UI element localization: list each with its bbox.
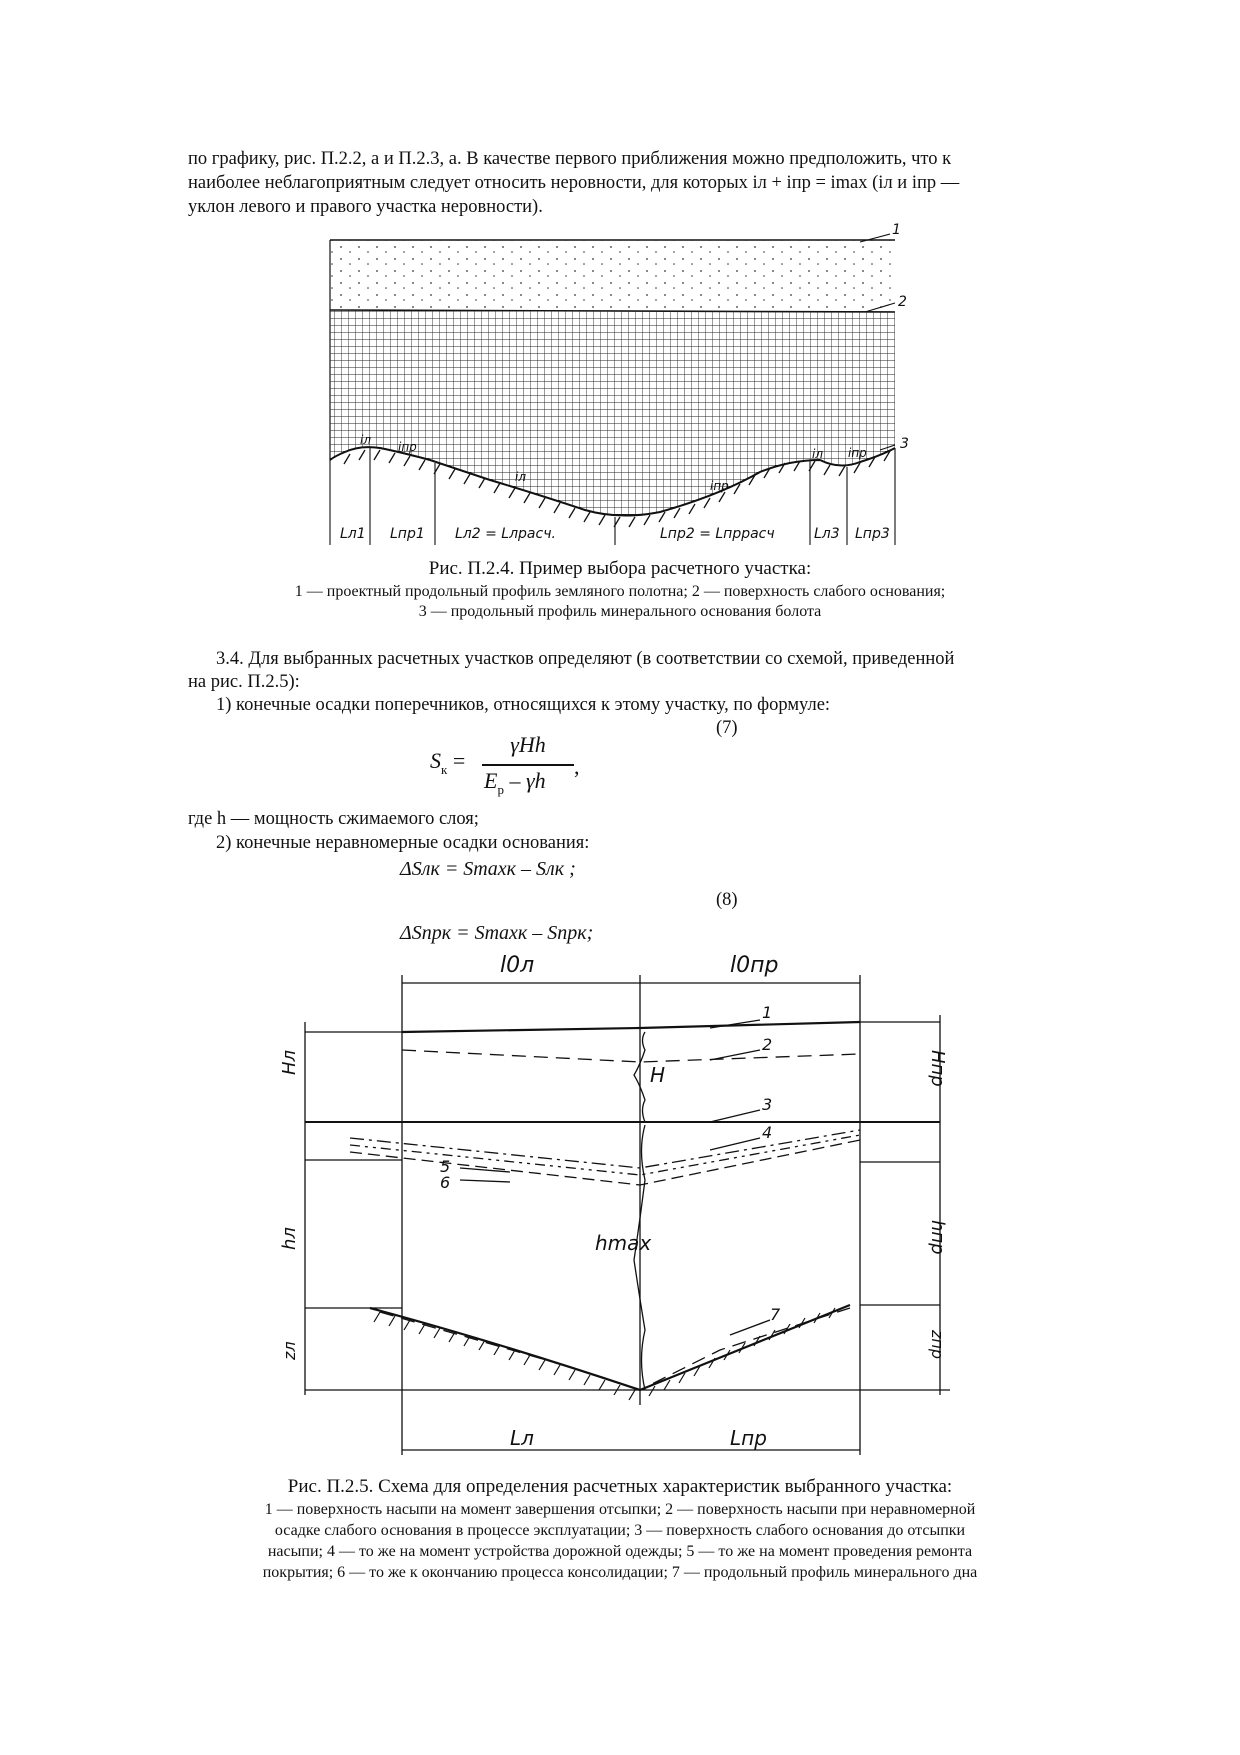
eq7-den-E: E bbox=[484, 768, 498, 793]
figure-p25-scheme bbox=[279, 950, 950, 1470]
eq8a: ΔSлк = Smaxк – Sлк ; bbox=[400, 858, 576, 880]
slope-l3: iл bbox=[812, 447, 824, 461]
slope-p3: iпр bbox=[848, 446, 867, 460]
label-Ll: Lл bbox=[510, 1426, 534, 1450]
label-n1: 1 bbox=[892, 222, 901, 238]
eq7-comma: , bbox=[574, 754, 580, 779]
figure-p24-profile bbox=[320, 220, 910, 550]
eq7-den-rest: – γh bbox=[503, 768, 546, 793]
eq8-number: (8) bbox=[716, 890, 738, 910]
eq7-lhs-sub: к bbox=[441, 762, 448, 777]
label-H: H bbox=[650, 1063, 666, 1087]
eq8b: ΔSпрк = Smaxк – Sпрк; bbox=[400, 922, 594, 944]
fig24-caption-title: Рис. П.2.4. Пример выбора расчетного участка: bbox=[428, 558, 812, 579]
label-zp: zпр bbox=[928, 1330, 947, 1360]
seg-p2: Lпр2 = Lпррасч bbox=[660, 526, 775, 542]
label-n4-25: 4 bbox=[762, 1123, 773, 1142]
label-n3: 3 bbox=[900, 436, 909, 452]
label-n2: 2 bbox=[898, 294, 907, 310]
fig24-caption-line2: 3 — продольный профиль минерального основания болота bbox=[418, 603, 822, 620]
eq7-lhs: S bbox=[430, 748, 441, 773]
label-zl: zл bbox=[280, 1341, 299, 1360]
label-hl: hл bbox=[279, 1227, 300, 1250]
formula-7: $S_к$ = bbox=[430, 748, 466, 777]
seg-l2: Lл2 = Lлрасч. bbox=[455, 526, 556, 542]
slope-l1: iл bbox=[360, 433, 372, 447]
label-n1-25: 1 bbox=[762, 1003, 773, 1022]
section-p2: 1) конечные осадки поперечников, относящихся к этому участку, по формуле: bbox=[216, 695, 831, 715]
label-hp: hпр bbox=[927, 1220, 948, 1255]
eq7-fraction-bar bbox=[482, 764, 574, 766]
where-line: где h — мощность сжимаемого слоя; bbox=[188, 809, 479, 829]
fig24-caption-line1: 1 — проектный продольный профиль земляного полотна; 2 — поверхность слабого основания; bbox=[294, 583, 946, 600]
label-Hl: Hл bbox=[279, 1049, 300, 1075]
intro-line-1: по графику, рис. П.2.2, а и П.2.3, а. В качестве первого приближения можно предположить, что к bbox=[188, 149, 952, 169]
intro-line-3: уклон левого и правого участка неровности). bbox=[188, 197, 543, 217]
seg-p1: Lпр1 bbox=[390, 526, 425, 542]
fig25-caption-line4: покрытия; 6 — то же к окончанию процесса консолидации; 7 — продольный профиль минерального дна bbox=[262, 1564, 978, 1581]
eq7-denominator bbox=[484, 768, 546, 797]
label-Lp: Lпр bbox=[730, 1426, 767, 1450]
seg-l3: Lл3 bbox=[814, 526, 840, 542]
eq7-den-sub: р bbox=[497, 782, 504, 797]
label-l0l: l0л bbox=[500, 953, 535, 978]
seg-l1: Lл1 bbox=[340, 526, 366, 542]
slope-l2: iл bbox=[515, 470, 527, 484]
section-p3: 2) конечные неравномерные осадки основания: bbox=[216, 833, 590, 853]
fig25-caption-line1: 1 — поверхность насыпи на момент завершения отсыпки; 2 — поверхность насыпи при неравномерной bbox=[264, 1501, 976, 1518]
slope-p2: iпр bbox=[710, 479, 729, 493]
fig25-caption-title: Рис. П.2.5. Схема для определения расчетных характеристик выбранного участка: bbox=[287, 1476, 953, 1497]
label-n2-25: 2 bbox=[762, 1035, 773, 1054]
intro-line-2: наиболее неблагоприятным следует относить неровности, для которых iл + iпр = imax (iл и iпр — bbox=[188, 173, 960, 193]
section-p1-line1: 3.4. Для выбранных расчетных участков определяют (в соответствии со схемой, приведенной bbox=[216, 649, 955, 669]
label-n7-25: 7 bbox=[770, 1305, 781, 1324]
eq7-numerator: γHh bbox=[510, 732, 546, 757]
label-l0p: l0пр bbox=[730, 953, 779, 978]
label-hmax: hmax bbox=[595, 1231, 652, 1255]
label-n3-25: 3 bbox=[762, 1095, 773, 1114]
seg-p3: Lпр3 bbox=[855, 526, 890, 542]
label-n5-25: 5 bbox=[440, 1157, 451, 1176]
slope-p1: iпр bbox=[398, 440, 417, 454]
label-n6-25: 6 bbox=[440, 1173, 451, 1192]
section-p1-line2: на рис. П.2.5): bbox=[188, 672, 300, 692]
eq7-number: (7) bbox=[716, 718, 738, 738]
fig25-caption-line3: насыпи; 4 — то же на момент устройства дорожной одежды; 5 — то же на момент проведения ремонта bbox=[267, 1543, 973, 1560]
fig25-caption-line2: осадке слабого основания в процессе эксплуатации; 3 — поверхность слабого основания до отсыпки bbox=[274, 1522, 966, 1539]
label-Hp: Hпр bbox=[927, 1050, 948, 1087]
